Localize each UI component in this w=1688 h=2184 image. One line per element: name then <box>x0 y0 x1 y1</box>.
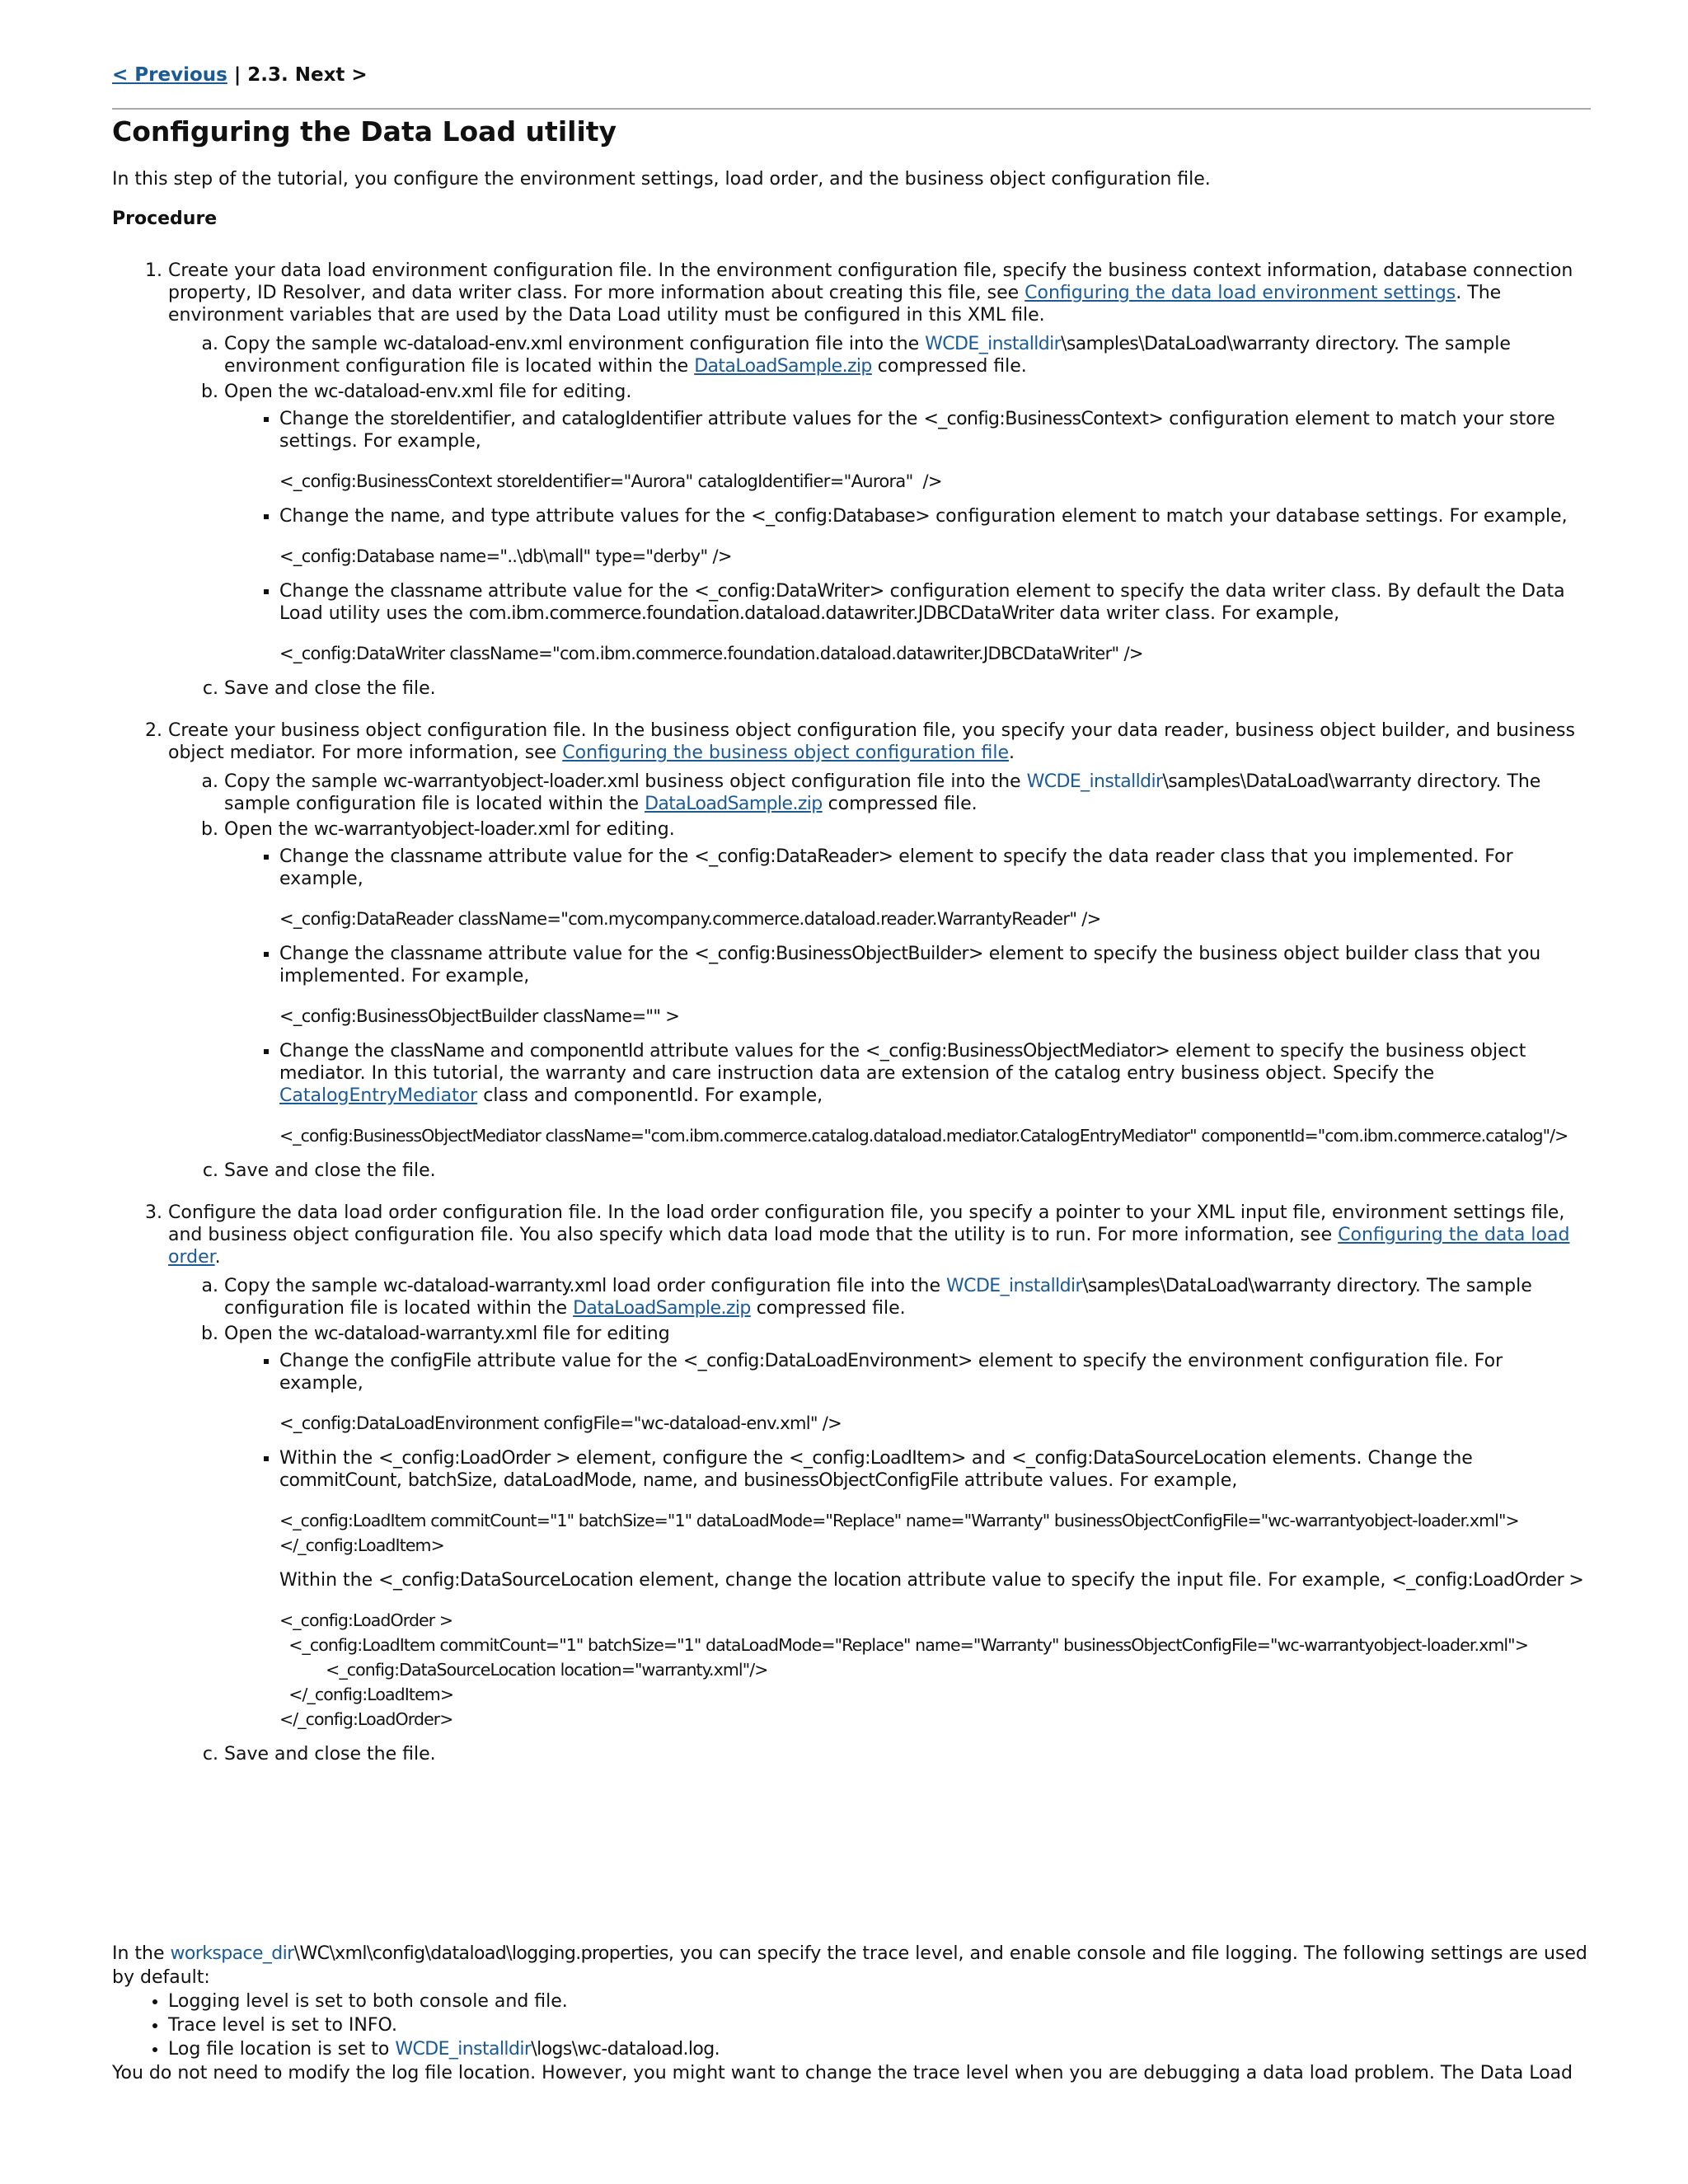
inline-text: Copy the sample <box>224 771 383 792</box>
load-order-link[interactable]: Configuring the data load order <box>168 1225 1570 1268</box>
step-3 <box>168 1202 1591 1765</box>
code-sample: <_config:LoadItem commitCount="1" batchSize="1" dataLoadMode="Replace" name="Warranty" businessObjectConfigFile="wc-warrantyobject-loader.xml"> </_config:LoadItem> <box>279 1511 1519 1555</box>
code-sample: <_config:BusinessContext storeIdentifier="Aurora" catalogIdentifier="Aurora" /> <box>279 471 942 491</box>
list-item: • Logging level is set to both console and file. <box>168 1990 1591 2013</box>
inline-text: configuration element to specify the data writer class. By default the Data Load utility uses the <box>279 581 1565 624</box>
inline-text: , and <box>692 1470 744 1491</box>
inline-text: , and <box>439 506 491 527</box>
inline-text: catalogIdentifier <box>561 409 702 429</box>
inline-text: businessObjectConfigFile <box>743 1470 959 1491</box>
inline-text: data writer class. For example, <box>1053 603 1340 624</box>
inline-text: <_config:LoadOrder > <box>1391 1570 1584 1591</box>
inline-text: , and <box>510 409 562 429</box>
inline-text: <_config:LoadItem> <box>789 1448 966 1469</box>
step-2 <box>168 719 1591 1182</box>
inline-text: file for editing <box>537 1324 670 1344</box>
inline-text: wc-dataload-env.xml <box>313 382 494 402</box>
inline-text: and <box>484 1041 530 1062</box>
inline-text: element to specify the environment configuration file. For example, <box>279 1351 1503 1394</box>
list-item <box>279 1447 1591 1732</box>
inline-text: <_config:DataWriter> <box>694 581 884 602</box>
next-label[interactable]: Next > <box>294 64 368 86</box>
default-settings-list <box>112 1990 1591 2061</box>
inline-text: configuration element to match your database settings. For example, <box>930 506 1568 527</box>
inline-text: Open the <box>224 819 314 840</box>
inline-text: . <box>1009 743 1015 763</box>
logging-section <box>112 1942 1591 2085</box>
substep-b <box>224 1323 1591 1732</box>
catalog-entry-mediator-link[interactable]: CatalogEntryMediator <box>279 1085 478 1106</box>
page-title: Configuring the Data Load utility <box>112 115 617 148</box>
intro-text: In this step of the tutorial, you configure the environment settings, load order, and the business object configuration file. <box>112 169 1211 190</box>
substep-a <box>224 771 1591 815</box>
list-item <box>279 580 1591 666</box>
location-instruction <box>279 1569 1591 1591</box>
inline-text: \logs\wc-dataload.log <box>531 2039 715 2060</box>
inline-text: <_config:DataLoadEnvironment> <box>682 1351 973 1371</box>
inline-text: dataLoadMode <box>503 1470 631 1491</box>
inline-text: directory. The sample environment configuration file is located within the <box>224 334 1511 377</box>
inline-text: , <box>396 1470 408 1491</box>
inline-text: componentId <box>529 1041 645 1062</box>
inline-text: WCDE_installdir <box>395 2039 532 2060</box>
inline-text: WCDE_installdir <box>925 334 1062 354</box>
bullet-list <box>224 846 1591 1148</box>
substeps <box>168 771 1591 1182</box>
inline-text: directory. The sample configuration file is located within the <box>224 1276 1532 1319</box>
inline-text: attribute value for the <box>481 944 695 964</box>
inline-text: . <box>214 1247 221 1268</box>
inline-text: WCDE_installdir <box>1026 771 1163 792</box>
logging-note: You do not need to modify the log file location. However, you might want to change the trace level when you are debugging a data load problem. The Data Load <box>112 2063 1573 2083</box>
inline-text: Copy the sample <box>224 334 383 354</box>
list-item: • Trace level is set to INFO. <box>168 2013 1591 2037</box>
inline-text: compressed file. <box>871 356 1027 377</box>
inline-text: workspace_dir <box>170 1943 294 1964</box>
logging-intro <box>112 1942 1591 1990</box>
substep-a <box>224 1275 1591 1319</box>
procedure-heading: Procedure <box>112 209 218 229</box>
inline-text: business object configuration file into the <box>639 771 1027 792</box>
code-sample: <_config:DataLoadEnvironment configFile="wc-dataload-env.xml" /> <box>279 1413 842 1433</box>
section-number: 2.3. <box>247 64 288 86</box>
inline-text: element, change the <box>633 1570 833 1591</box>
inline-text: <_config:BusinessObjectMediator> <box>865 1041 1170 1062</box>
substep-c: c. Save and close the file. <box>224 1160 1591 1182</box>
inline-text: . <box>714 2039 720 2060</box>
inline-text: <_config:BusinessContext> <box>923 409 1164 429</box>
inline-text: attribute values for the <box>701 409 924 429</box>
inline-text: element to specify the business object builder class that you implemented. For example, <box>279 944 1541 987</box>
inline-text: storeIdentifier <box>390 409 511 429</box>
inline-text: classname <box>390 846 482 867</box>
inline-text: Change the <box>279 944 391 964</box>
inline-text: \WC\xml\config\dataload\logging.properties <box>293 1943 668 1964</box>
inline-text: Open the <box>224 1324 314 1344</box>
substep-b <box>224 381 1591 666</box>
list-item <box>279 505 1591 569</box>
inline-text: attribute values for the <box>529 506 752 527</box>
inline-text: Log file location is set to <box>168 2039 396 2060</box>
inline-text: \samples\DataLoad\warranty <box>1061 334 1310 354</box>
divider <box>112 108 1591 110</box>
inline-text: file for editing. <box>493 382 632 402</box>
bullet-list <box>224 1350 1591 1732</box>
inline-text: classname <box>390 944 482 964</box>
inline-text: attribute value for the <box>481 581 695 602</box>
inline-text: location <box>832 1570 902 1591</box>
inline-text: class and componentId. For example, <box>477 1085 823 1106</box>
inline-text: Copy the sample <box>224 1276 383 1296</box>
inline-text: Change the <box>279 409 391 429</box>
inline-text: commitCount <box>279 1470 396 1491</box>
previous-link[interactable]: < Previous <box>112 64 227 86</box>
inline-text: wc-dataload-env.xml <box>382 334 563 354</box>
sample-zip-link[interactable]: DataLoadSample.zip <box>694 356 872 377</box>
procedure-steps <box>112 260 1591 1785</box>
inline-text: \samples\DataLoad\warranty <box>1081 1276 1331 1296</box>
inline-text: classname <box>390 581 482 602</box>
inline-text: element to specify the business object mediator. In this tutorial, the warranty and care instruction data are extension of the catalog entry business object. Specify the <box>279 1041 1526 1084</box>
inline-text: and <box>965 1448 1012 1469</box>
inline-text: attribute values. For example, <box>958 1470 1238 1491</box>
inline-text: \samples\DataLoad\warranty <box>1162 771 1412 792</box>
inline-text: className <box>390 1041 485 1062</box>
inline-text: compressed file. <box>822 794 978 814</box>
inline-text: wc-dataload-warranty.xml <box>313 1324 537 1344</box>
inline-text: Open the <box>224 382 314 402</box>
sample-zip-link[interactable]: DataLoadSample.zip <box>573 1298 751 1319</box>
step-1 <box>168 260 1591 700</box>
inline-text: , <box>491 1470 504 1491</box>
inline-text: attribute value for the <box>481 846 695 867</box>
inline-text: , you can specify the trace level, and enable console and file logging. The following settings are used by default: <box>112 1943 1587 1988</box>
inline-text: <_config:DataSourceLocation <box>1011 1448 1267 1469</box>
bullet-list <box>224 408 1591 666</box>
list-item <box>168 2037 1591 2061</box>
inline-text: name <box>390 506 440 527</box>
list-item <box>279 846 1591 931</box>
inline-text: environment configuration file into the <box>562 334 926 354</box>
code-sample: <_config:BusinessObjectBuilder className="" > <box>279 1006 680 1026</box>
inline-text: attribute value to specify the input file. For example, <box>901 1570 1392 1591</box>
inline-text: Change the <box>279 846 391 867</box>
inline-text: element, configure the <box>570 1448 790 1469</box>
inline-text: com.ibm.commerce.foundation.dataload.datawriter.JDBCDataWriter <box>468 603 1054 624</box>
substep-c: c. Save and close the file. <box>224 677 1591 700</box>
inline-text: element to specify the data reader class that you implemented. For example, <box>279 846 1513 889</box>
substep-c: c. Save and close the file. <box>224 1743 1591 1765</box>
substep-a <box>224 333 1591 377</box>
bo-config-link[interactable]: Configuring the business object configuration file <box>562 743 1010 763</box>
inline-text: Change the <box>279 581 391 602</box>
inline-text: wc-dataload-warranty.xml <box>382 1276 607 1296</box>
inline-text: type <box>490 506 530 527</box>
inline-text: configuration element to match your store settings. For example, <box>279 409 1555 452</box>
inline-text: , <box>631 1470 643 1491</box>
step-text: Create your business object configuration file. In the business object configuration file, you specify your data reader, business object builder, and business object mediator. For more information, see <box>168 720 1575 763</box>
code-sample: <_config:BusinessObjectMediator className="com.ibm.commerce.catalog.dataload.mediator.CatalogEntryMediator" componentId="com.ibm.commerce.catalog"/> <box>279 1126 1568 1146</box>
inline-text: attribute values for the <box>644 1041 865 1062</box>
inline-text: batchSize <box>407 1470 492 1491</box>
inline-text: Change the <box>279 1351 391 1371</box>
inline-text: WCDE_installdir <box>946 1276 1082 1296</box>
inline-text: wc-warrantyobject-loader.xml <box>313 819 570 840</box>
inline-text: name <box>642 1470 692 1491</box>
env-settings-link[interactable]: Configuring the data load environment settings <box>1025 283 1456 303</box>
inline-text: for editing. <box>570 819 675 840</box>
code-sample: <_config:LoadOrder > <_config:LoadItem commitCount="1" batchSize="1" dataLoadMode="Replace" name="Warranty" businessObjectConfigFile="wc-warrantyobject-loader.xml"> <_config:DataSourceLocation location="warranty.xml"/> </_config:LoadItem> </_config:LoadOrder> <box>279 1610 1528 1729</box>
code-sample: <_config:Database name="..\db\mall" type="derby" /> <box>279 546 732 566</box>
inline-text: elements. Change the <box>1266 1448 1473 1469</box>
nav-separator: | <box>227 64 248 86</box>
inline-text: directory. The sample configuration file is located within the <box>224 771 1541 814</box>
substep-b <box>224 818 1591 1148</box>
step-text: . The environment variables that are used by the Data Load utility must be configured in this XML file. <box>168 283 1502 326</box>
inline-text: compressed file. <box>750 1298 906 1319</box>
code-sample: <_config:DataWriter className="com.ibm.commerce.foundation.dataload.datawriter.JDBCDataWriter" /> <box>279 644 1143 663</box>
inline-text: Within the <box>279 1570 379 1591</box>
step-text: Create your data load environment configuration file. In the environment configuration file, specify the business context information, database connection property, ID Resolver, and data writer class. For more information about creating this file, see <box>168 260 1573 303</box>
substeps <box>168 1275 1591 1765</box>
inline-text: wc-warrantyobject-loader.xml <box>382 771 640 792</box>
step-text: Configure the data load order configuration file. In the load order configuration file, you specify a pointer to your XML input file, environment settings file, and business object configuration file. You also specify which data load mode that the utility is to run. For more information, see <box>168 1202 1565 1245</box>
inline-text: <_config:DataReader> <box>694 846 893 867</box>
substeps <box>168 333 1591 700</box>
sample-zip-link[interactable]: DataLoadSample.zip <box>645 794 823 814</box>
breadcrumb-nav <box>112 64 368 86</box>
list-item <box>279 408 1591 494</box>
inline-text: <_config:BusinessObjectBuilder> <box>694 944 983 964</box>
inline-text: Change the <box>279 1041 391 1062</box>
inline-text: load order configuration file into the <box>606 1276 947 1296</box>
inline-text: <_config:DataSourceLocation <box>378 1570 634 1591</box>
inline-text: configFile <box>390 1351 471 1371</box>
inline-text: attribute value for the <box>471 1351 683 1371</box>
inline-text: Change the <box>279 506 391 527</box>
list-item <box>279 1350 1591 1436</box>
inline-text: <_config:LoadOrder > <box>378 1448 570 1469</box>
inline-text: In the <box>112 1943 171 1964</box>
list-item <box>279 943 1591 1029</box>
inline-text: <_config:Database> <box>751 506 931 527</box>
code-sample: <_config:DataReader className="com.mycompany.commerce.dataload.reader.WarrantyReader" /> <box>279 909 1101 929</box>
inline-text: Within the <box>279 1448 379 1469</box>
list-item <box>279 1040 1591 1148</box>
